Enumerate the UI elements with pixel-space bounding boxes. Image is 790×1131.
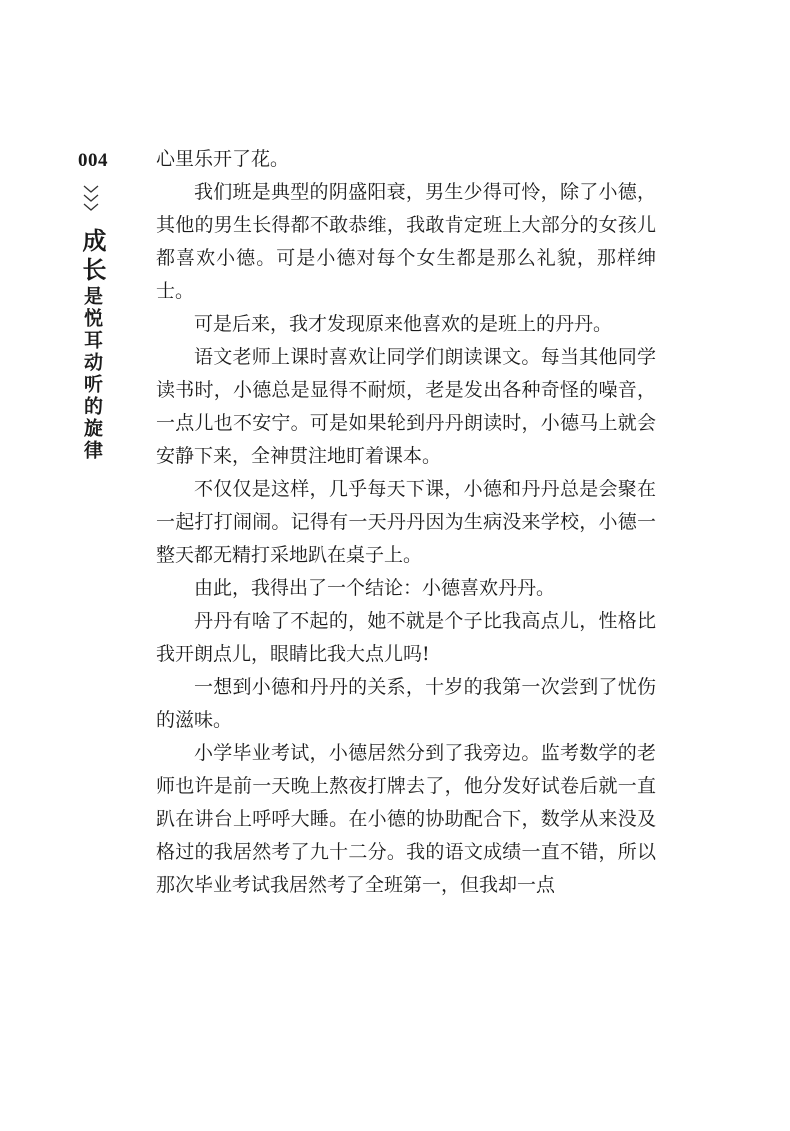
paragraph: 不仅仅是这样，几乎每天下课，小德和丹丹总是会聚在一起打打闹闹。记得有一天丹丹因为生病没来学校，小德一整天都无精打采地趴在桌子上。 [156,478,656,566]
paragraph: 小学毕业考试，小德居然分到了我旁边。监考数学的老师也许是前一天晚上熬夜打牌去了，他分发好试卷后就一直趴在讲台上呼呼大睡。在小德的协助配合下，数学从来没及格过的我居然考了九十二分。我的语文成绩一直不错，所以那次毕业考试我居然考了全班第一，但我却一点 [156,742,656,896]
page-number: 004 [78,150,108,171]
paragraph: 一想到小德和丹丹的关系，十岁的我第一次尝到了忧伤的滋味。 [156,676,656,731]
triple-chevron-down-icon [82,184,100,214]
paragraph: 丹丹有啥了不起的，她不就是个子比我高点儿，性格比我开朗点儿，眼睛比我大点儿吗! [156,610,656,665]
running-title-lead: 成长 [78,228,107,286]
paragraph: 由此，我得出了一个结论：小德喜欢丹丹。 [194,577,556,599]
body-text [156,143,656,902]
paragraph: 可是后来，我才发现原来他喜欢的是班上的丹丹。 [194,313,613,335]
running-title-rest: 是悦耳动听的旋律 [81,286,103,462]
paragraph: 心里乐开了花。 [156,148,290,170]
paragraph: 语文老师上课时喜欢让同学们朗读课文。每当其他同学读书时，小德总是显得不耐烦，老是发出各种奇怪的噪音，一点儿也不安宁。可是如果轮到丹丹朗读时，小德马上就会安静下来，全神贯注地盯着课本。 [156,346,656,467]
running-title [78,228,107,462]
paragraph: 我们班是典型的阴盛阳衰，男生少得可怜，除了小德，其他的男生长得都不敢恭维，我敢肯定班上大部分的女孩儿都喜欢小德。可是小德对每个女生都是那么礼貌，那样绅士。 [156,181,656,302]
chevron-ornament [82,184,102,214]
